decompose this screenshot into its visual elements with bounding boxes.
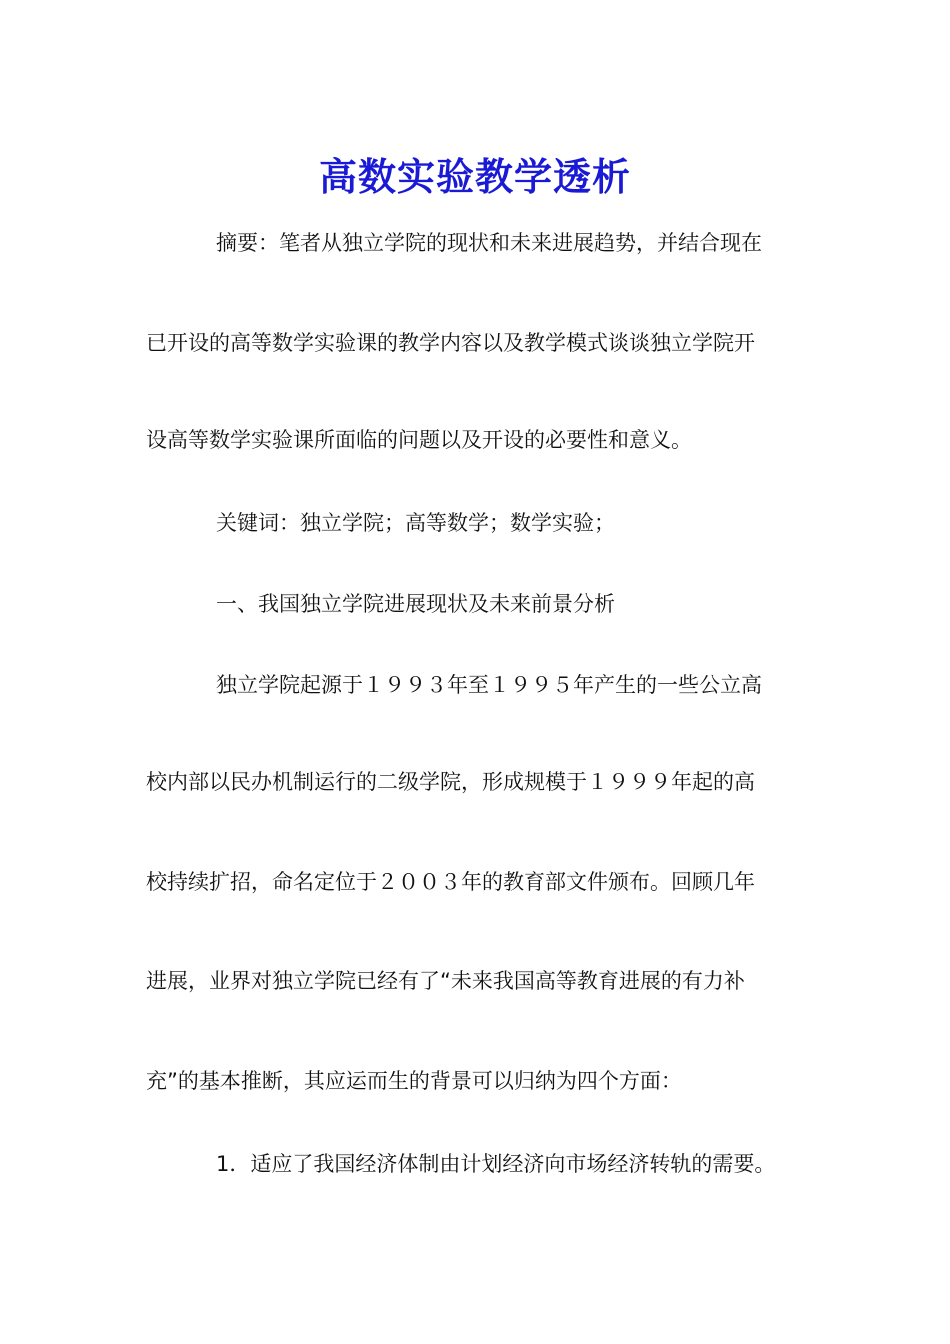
paragraph-line-1: 独立学院起源于１９９３年至１９９５年产生的一些公立高 <box>216 673 762 697</box>
document-title: 高数实验教学透析 <box>318 154 631 200</box>
paragraph-line-5: 充”的基本推断，其应运而生的背景可以归纳为四个方面： <box>146 1069 682 1093</box>
paragraph-line-2: 校内部以民办机制运行的二级学院，形成规模于１９９９年起的高 <box>146 770 755 794</box>
keywords: 关键词：独立学院；高等数学；数学实验； <box>216 511 615 535</box>
abstract-line-1: 摘要：笔者从独立学院的现状和未来进展趋势，并结合现在 <box>216 231 762 255</box>
section-heading-1: 一、我国独立学院进展现状及未来前景分析 <box>216 592 615 616</box>
paragraph-line-3: 校持续扩招，命名定位于２００３年的教育部文件颁布。回顾几年 <box>146 870 755 894</box>
abstract-line-2: 已开设的高等数学实验课的教学内容以及教学模式谈谈独立学院开 <box>146 331 755 355</box>
abstract-line-3: 设高等数学实验课所面临的问题以及开设的必要性和意义。 <box>146 428 692 452</box>
list-item-1: 1．适应了我国经济体制由计划经济向市场经济转轨的需要。 <box>216 1152 776 1176</box>
paragraph-line-4: 进展，业界对独立学院已经有了“未来我国高等教育进展的有力补 <box>146 969 745 993</box>
